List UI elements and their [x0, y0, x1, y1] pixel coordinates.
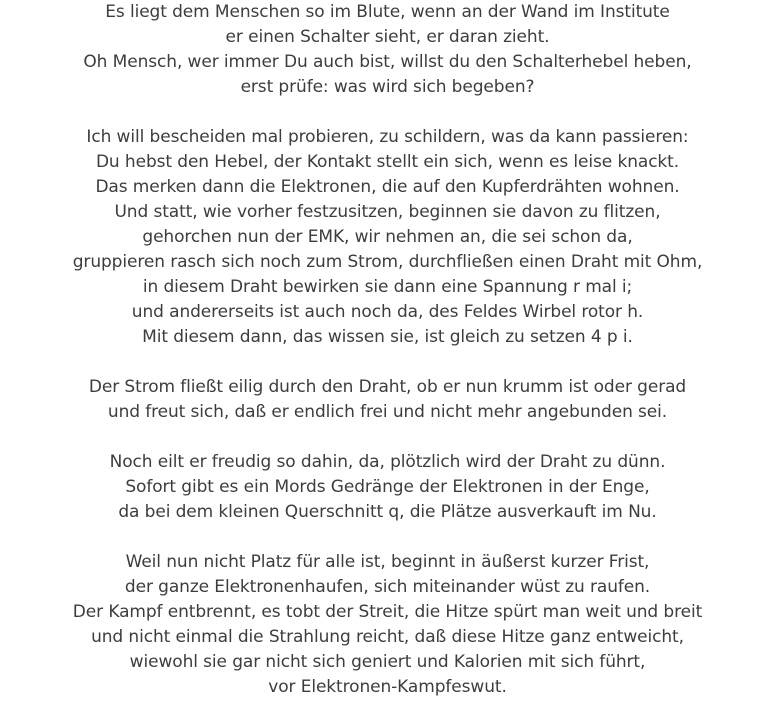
- poem-line: Ich will bescheiden mal probieren, zu schildern, was da kann passieren:: [86, 127, 689, 147]
- poem-line: Der Kampf entbrennt, es tobt der Streit, die Hitze spürt man weit und breit: [72, 602, 703, 622]
- poem-line: Weil nun nicht Platz für alle ist, beginnt in äußerst kurzer Frist,: [125, 552, 650, 572]
- poem-line: in diesem Draht bewirken sie dann eine Spannung r mal i;: [142, 277, 633, 297]
- poem-line: Und statt, wie vorher festzusitzen, beginnen sie davon zu flitzen,: [114, 202, 661, 222]
- poem-line: Sofort gibt es ein Mords Gedränge der Elektronen in der Enge,: [125, 477, 650, 497]
- stanza-2: [0, 125, 775, 350]
- poem-line: Oh Mensch, wer immer Du auch bist, willst du den Schalterhebel heben,: [83, 52, 692, 72]
- poem-line: Mit diesem dann, das wissen sie, ist gleich zu setzen 4 p i.: [142, 327, 633, 347]
- poem-line: gruppieren rasch sich noch zum Strom, durchfließen einen Draht mit Ohm,: [72, 252, 703, 272]
- poem-line: und freut sich, daß er endlich frei und nicht mehr angebunden sei.: [107, 402, 668, 422]
- poem-line: und andererseits ist auch noch da, des Feldes Wirbel rotor h.: [131, 302, 644, 322]
- poem-line: er einen Schalter sieht, er daran zieht.: [225, 27, 550, 47]
- poem-line: gehorchen nun der EMK, wir nehmen an, die sei schon da,: [142, 227, 633, 247]
- stanza-3: [0, 375, 775, 425]
- stanza-1: [0, 0, 775, 100]
- poem-line: der ganze Elektronenhaufen, sich miteinander wüst zu raufen.: [124, 577, 651, 597]
- poem-line: Noch eilt er freudig so dahin, da, plötzlich wird der Draht zu dünn.: [109, 452, 666, 472]
- stanza-4: [0, 450, 775, 525]
- stanza-5: [0, 550, 775, 700]
- poem-line: Der Strom fließt eilig durch den Draht, ob er nun krumm ist oder gerad: [88, 377, 687, 397]
- poem-line: wiewohl sie gar nicht sich geniert und Kalorien mit sich führt,: [129, 652, 646, 672]
- poem-line: da bei dem kleinen Querschnitt q, die Plätze ausverkauft im Nu.: [118, 502, 657, 522]
- poem-line: erst prüfe: was wird sich begeben?: [240, 77, 535, 97]
- poem-line: Du hebst den Hebel, der Kontakt stellt ein sich, wenn es leise knackt.: [95, 152, 680, 172]
- poem-line: vor Elektronen-Kampfeswut.: [268, 677, 507, 697]
- poem-line: Es liegt dem Menschen so im Blute, wenn an der Wand im Institute: [105, 2, 670, 22]
- poem-line: und nicht einmal die Strahlung reicht, daß diese Hitze ganz entweicht,: [91, 627, 684, 647]
- poem-line: Das merken dann die Elektronen, die auf den Kupferdrähten wohnen.: [95, 177, 680, 197]
